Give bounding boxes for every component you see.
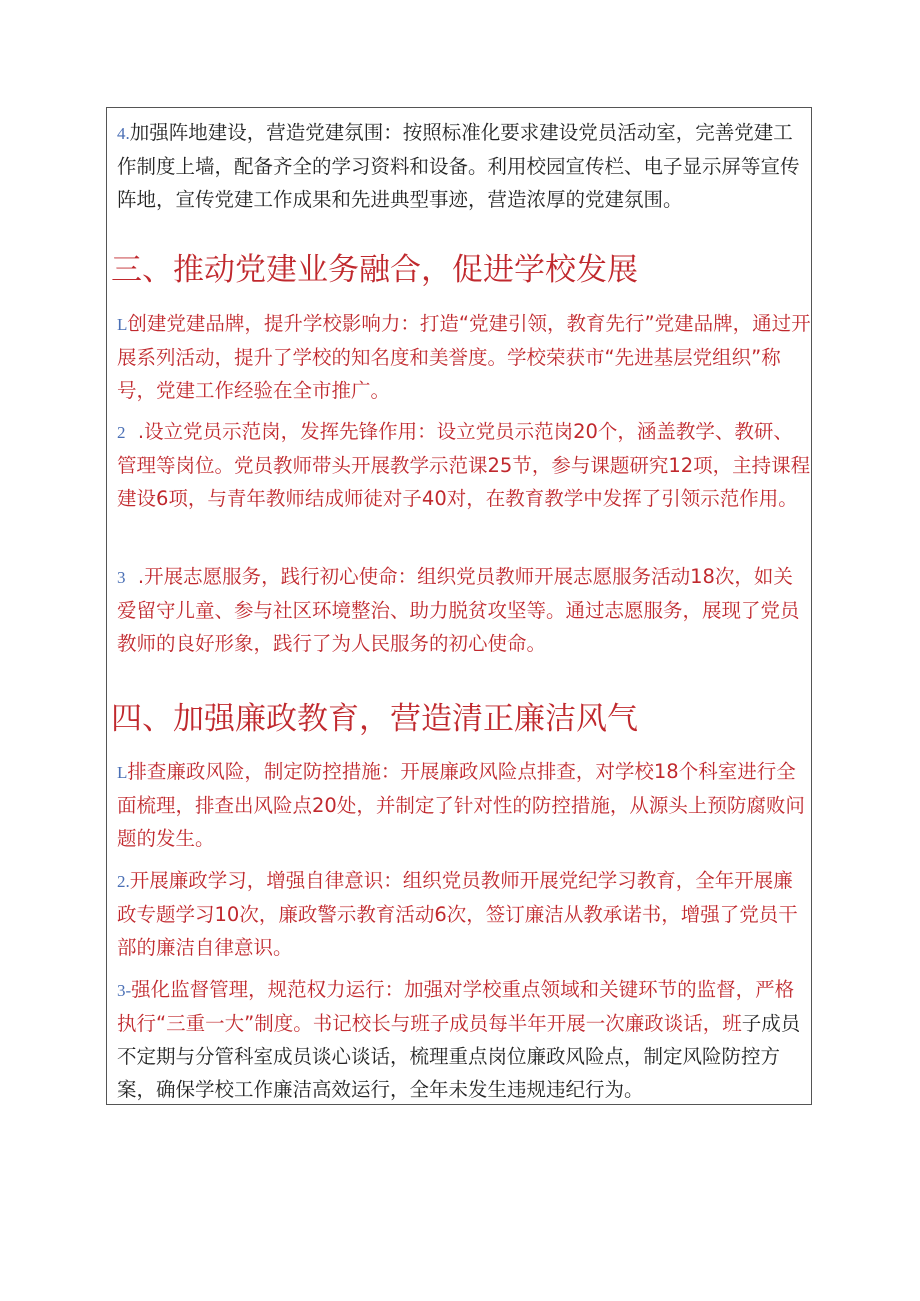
item-number: 3 bbox=[117, 568, 126, 587]
s4-item-3 bbox=[117, 973, 811, 1106]
item-text: 创建党建品牌，提升学校影响力：打造“党建引领，教育先行”党建品牌，通过开展系列活动，提升了学校的知名度和美誉度。学校荣获市“先进基层党组织”称号，党建工作经验在全市推广。 bbox=[117, 312, 811, 402]
item-text: 开展廉政学习，增强自律意识：组织党员教师开展党纪学习教育，全年开展廉政专题学习10次，廉政警示教育活动6次，签订廉洁从教承诺书，增强了党员干部的廉洁自律意识。 bbox=[117, 869, 798, 959]
item-text: .开展志愿服务，践行初心使命：组织党员教师开展志愿服务活动18次，如关爱留守儿童、参与社区环境整治、助力脱贫攻坚等。通过志愿服务，展现了党员教师的良好形象，践行了为人民服务的初心使命。 bbox=[117, 565, 800, 655]
s3-item-3 bbox=[117, 560, 811, 660]
content-frame bbox=[106, 107, 812, 1105]
s4-item-2 bbox=[117, 864, 811, 964]
item-text-black: 子成员不定期与分管科室成员谈心谈话，梳理重点岗位廉政风险点，制定风险防控方案，确保学校工作廉洁高效运行，全年未发生违规违纪行为。 bbox=[117, 1012, 801, 1101]
item-text-red: 强化监督管理，规范权力运行：加强对学校重点领域和关键环节的监督，严格执行“三重一大”制度。书记校长与班子成员每半年开展一次廉政谈话，班 bbox=[117, 978, 795, 1035]
item-number: L bbox=[117, 763, 128, 782]
item-number: 2. bbox=[117, 872, 130, 891]
item-number: 2 bbox=[117, 423, 126, 442]
section-3-heading: 三、推动党建业务融合，促进学校发展 bbox=[111, 252, 638, 288]
s3-item-1 bbox=[117, 307, 811, 407]
item-text: 加强阵地建设，营造党建氛围：按照标准化要求建设党员活动室，完善党建工作制度上墙，配备齐全的学习资料和设备。利用校园宣传栏、电子显示屏等宣传阵地，宣传党建工作成果和先进典型事迹，营造浓厚的党建氛围。 bbox=[117, 121, 800, 211]
s4-item-1 bbox=[117, 755, 811, 855]
item-number: 3- bbox=[117, 981, 132, 1000]
item-number: L bbox=[117, 315, 128, 334]
item-number: 4. bbox=[117, 124, 130, 143]
s2-item-4 bbox=[117, 116, 811, 216]
item-text: .设立党员示范岗，发挥先锋作用：设立党员示范岗20个，涵盖教学、教研、管理等岗位。党员教师带头开展教学示范课25节，参与课题研究12项，主持课程建设6项，与青年教师结成师徒对子40对，在教育教学中发挥了引领示范作用。 bbox=[117, 420, 811, 510]
item-text: 排查廉政风险，制定防控措施：开展廉政风险点排查，对学校18个科室进行全面梳理，排查出风险点20处，并制定了针对性的防控措施，从源头上预防腐败问题的发生。 bbox=[117, 760, 805, 850]
section-4-heading: 四、加强廉政教育，营造清正廉洁风气 bbox=[111, 701, 638, 737]
s3-item-2 bbox=[117, 415, 811, 515]
